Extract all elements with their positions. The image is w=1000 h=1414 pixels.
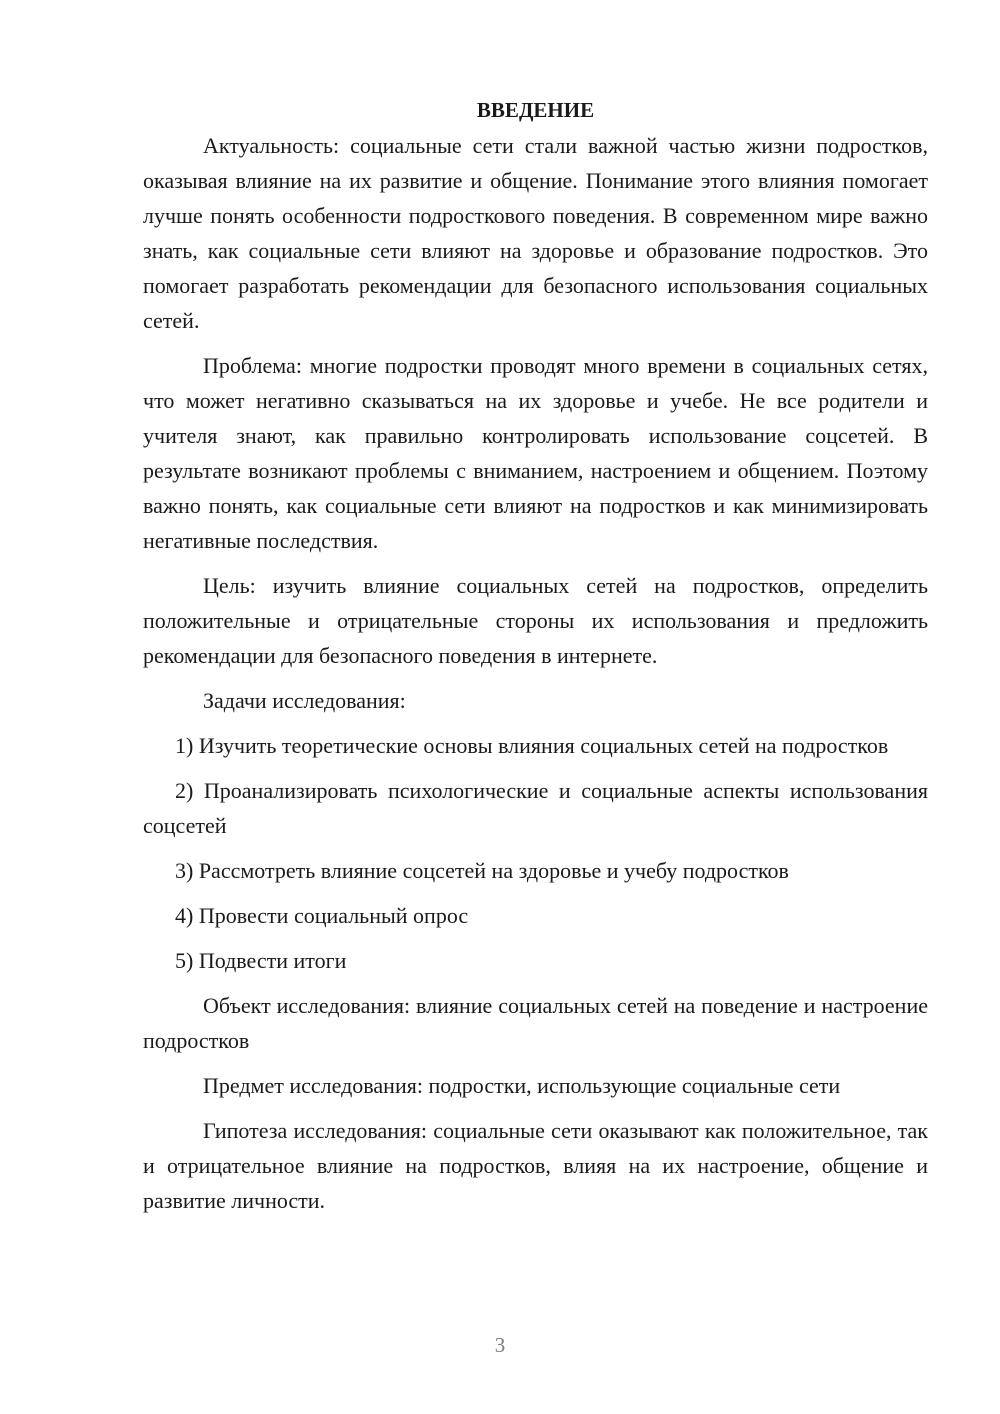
page-title: ВВЕДЕНИЕ [476,98,595,122]
tasks-heading: Задачи исследования: [203,688,406,713]
problem-paragraph: Проблема: многие подростки проводят много времени в социальных сетях, что может негативно сказываться на их здоровье и учебе. Не все родители и учителя знают, как правильно контролировать использование соцсетей. В результате возникают проблемы с вниманием, настроением и общением. Поэтому важно понять, как социальные сети влияют на подростков и как минимизировать негативные последствия. [143,353,928,553]
page-number: 3 [494,1333,506,1357]
object-paragraph: Объект исследования: влияние социальных сетей на поведение и настроение подростков [143,993,928,1053]
task-item: 4) Провести социальный опрос [175,903,469,928]
task-item: 2) Проанализировать психологические и социальные аспекты использования соцсетей [143,778,928,838]
goal-paragraph: Цель: изучить влияние социальных сетей на подростков, определить положительные и отрицательные стороны их использования и предложить рекомендации для безопасного поведения в интернете. [143,573,928,668]
task-item: 5) Подвести итоги [175,948,347,973]
relevance-paragraph: Актуальность: социальные сети стали важной частью жизни подростков, оказывая влияние на их развитие и общение. Понимание этого влияния помогает лучше понять особенности подросткового поведения. В современном мире важно знать, как социальные сети влияют на здоровье и образование подростков. Это помогает разработать рекомендации для безопасного использования социальных сетей. [143,133,928,333]
subject-paragraph: Предмет исследования: подростки, использующие социальные сети [203,1073,841,1098]
hypothesis-paragraph: Гипотеза исследования: социальные сети оказывают как положительное, так и отрицательное влияние на подростков, влияя на их настроение, общение и развитие личности. [143,1118,928,1213]
task-item: 3) Рассмотреть влияние соцсетей на здоровье и учебу подростков [175,858,789,883]
task-item: 1) Изучить теоретические основы влияния социальных сетей на подростков [175,733,889,758]
document-page [143,88,928,1228]
